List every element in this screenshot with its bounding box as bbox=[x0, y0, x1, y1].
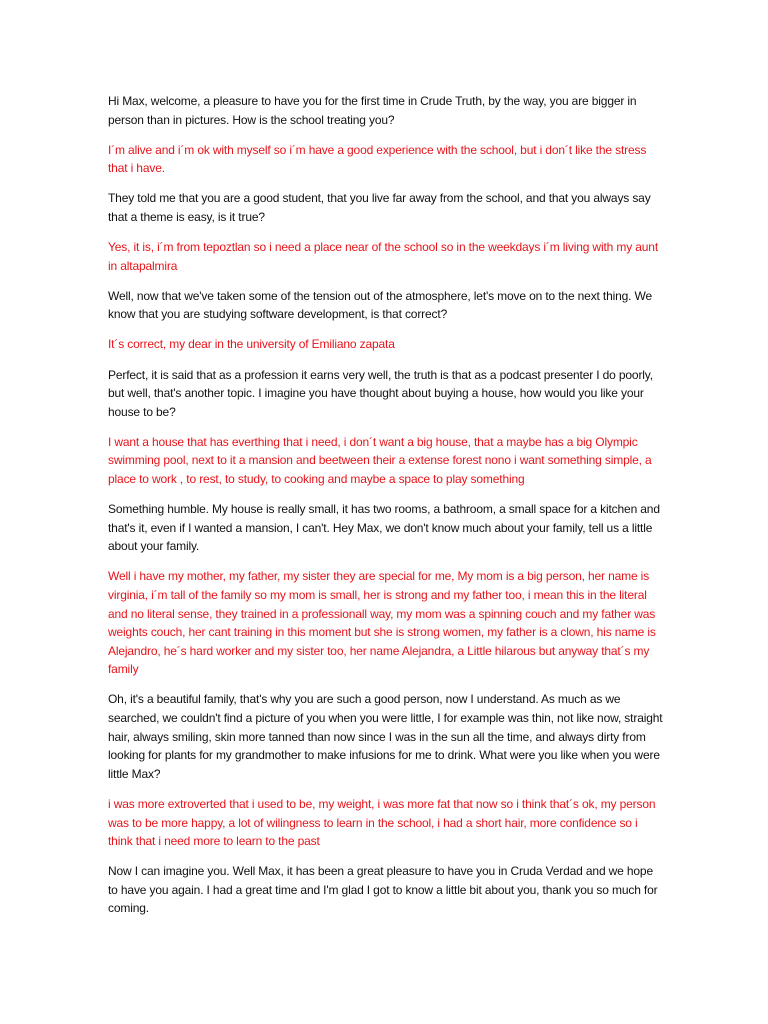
host-paragraph-1: Hi Max, welcome, a pleasure to have you for the first time in Crude Truth, by the way, you are bigger in person than in pictures. How is the school treating you? bbox=[108, 94, 637, 127]
guest-paragraph-2: Yes, it is, i´m from tepoztlan so i need a place near of the school so in the weekdays i´m living with my aunt in altapalmira bbox=[108, 240, 658, 273]
host-paragraph-3: Well, now that we've taken some of the tension out of the atmosphere, let's move on to the next thing. We know that you are studying software development, is that correct? bbox=[108, 288, 653, 322]
host-paragraph-4: Perfect, it is said that as a profession it earns very well, the truth is that as a podcast presenter I do poorly, but well, that's another topic. I imagine you have thought about buying a house, how would you like your house to be? bbox=[108, 367, 653, 419]
host-paragraph-7: Now I can imagine you. Well Max, it has been a great pleasure to have you in Cruda Verdad and we hope to have you again. I had a great time and I'm glad I got to know a little bit about you, thank you so much for coming. bbox=[108, 864, 658, 916]
document-page bbox=[108, 92, 664, 929]
guest-paragraph-5: Well i have my mother, my father, my sister they are special for me, My mom is a big person, her name is virginia, i´m tall of the family so my mom is small, her is strong and my father too, i mean this in the literal and no literal sense, they trained in a professionall way, my mom was a spinning couch and my father was weights couch, her cant training in this moment but she is strong women, my father is a clown, his name is Alejandro, he´s hard worker and my sister too, her name Alejandra, a Little hilarous but anyway that´s my family bbox=[108, 569, 656, 677]
host-paragraph-2: They told me that you are a good student, that you live far away from the school, and that you always say that a theme is easy, is it true? bbox=[108, 191, 651, 224]
guest-paragraph-4: I want a house that has everthing that i need, i don´t want a big house, that a maybe has a big Olympic swimming pool, next to it a mansion and beetween their a extense forest nono i want something simple, a place to work , to rest, to study, to cooking and maybe a space to play something bbox=[108, 434, 652, 486]
guest-paragraph-3: It´s correct, my dear in the university of Emiliano zapata bbox=[108, 337, 395, 352]
host-paragraph-5: Something humble. My house is really small, it has two rooms, a bathroom, a small space for a kitchen and that's it, even if I wanted a mansion, I can't. Hey Max, we don't know much about your family, tell us a little about your family. bbox=[108, 502, 660, 554]
guest-paragraph-6: i was more extroverted that i used to be, my weight, i was more fat that now so i think that´s ok, my person was to be more happy, a lot of wilingness to learn in the school, i had a short hair, more confidence so i think that i need more to learn to the past bbox=[108, 796, 656, 849]
host-paragraph-6: Oh, it's a beautiful family, that's why you are such a good person, now I understand. As much as we searched, we couldn't find a picture of you when you were little, I for example was thin, not like now, straight hair, always smiling, skin more tanned than now since I was in the sun all the time, and always dirty from looking for plants for my grandmother to make infusions for me to drink. What were you like when you were little Max? bbox=[108, 692, 663, 781]
guest-paragraph-1: I´m alive and i´m ok with myself so i´m have a good experience with the school, but i don´t like the stress that i have. bbox=[108, 142, 647, 176]
